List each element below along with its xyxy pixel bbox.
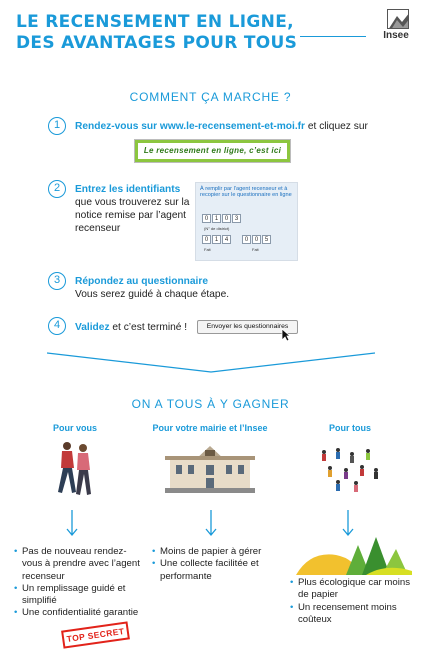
id-digit: 0 xyxy=(242,235,251,244)
walking-people-illustration xyxy=(50,440,100,498)
list-item: • Un recensement moins coûteux xyxy=(290,602,418,627)
id-digit: 0 xyxy=(252,235,261,244)
step-3-text xyxy=(75,275,375,301)
title-line-2: DES AVANTAGES POUR TOUS xyxy=(16,33,298,53)
step-2-text xyxy=(75,183,193,235)
identifiers-form-card xyxy=(195,182,298,261)
step-4-bold: Validez xyxy=(75,322,110,333)
insee-logo xyxy=(381,9,411,41)
title-underline xyxy=(300,36,366,37)
column-title-pour-tous: Pour tous xyxy=(329,423,371,433)
step-1-rest: et cliquez sur xyxy=(305,121,368,132)
green-landscape-illustration xyxy=(296,533,412,575)
id-boxes-b xyxy=(242,235,272,244)
send-questionnaires-button[interactable]: Envoyer les questionnaires xyxy=(197,320,298,334)
step-2-rest: que vous trouverez sur la notice remise par l’agent recenseur xyxy=(75,197,190,234)
code-digit: 0 xyxy=(202,214,211,223)
gain-heading: ON A TOUS À Y GAGNER xyxy=(131,397,290,411)
step-3-rest: Vous serez guidé à chaque étape. xyxy=(75,289,230,300)
form-card-header: À remplir par l’agent recenseur et à recopier sur le questionnaire en ligne xyxy=(200,186,292,199)
town-hall-illustration xyxy=(165,442,255,494)
insee-logo-text: Insee xyxy=(383,30,409,41)
arrow-down-icon xyxy=(205,510,217,536)
pour-vous-list xyxy=(14,546,142,620)
list-item: • Plus écologique car moins de papier xyxy=(290,577,418,602)
step-1-bold: Rendez-vous sur www.le-recensement-et-moi.fr xyxy=(75,121,306,132)
section-divider xyxy=(47,352,375,374)
id-label-b: Fait xyxy=(252,247,259,252)
district-code-boxes xyxy=(202,214,242,223)
list-item: • Une collecte facilitée et performante xyxy=(152,558,282,583)
column-title-mairie: Pour votre mairie et l’Insee xyxy=(152,423,268,433)
mouse-cursor-icon xyxy=(281,328,291,342)
page-title xyxy=(16,12,346,54)
top-secret-stamp: TOP SECRET xyxy=(61,621,130,648)
code-digit: 1 xyxy=(212,214,221,223)
list-item: • Un remplissage guidé et simplifié xyxy=(14,583,142,608)
code-label: (N° de district) xyxy=(204,226,230,231)
step-1-text xyxy=(75,120,405,133)
title-line-1: LE RECENSEMENT EN LIGNE, xyxy=(16,12,294,32)
arrow-down-icon xyxy=(66,510,78,536)
list-item: • Pas de nouveau rendez-vous à prendre avec l’agent recenseur xyxy=(14,546,142,583)
how-heading: COMMENT ÇA MARCHE ? xyxy=(129,90,292,104)
list-item: • Une confidentialité garantie xyxy=(14,607,142,619)
crowd-illustration xyxy=(318,448,384,494)
column-title-pour-vous: Pour vous xyxy=(52,423,97,433)
code-digit: 3 xyxy=(232,214,241,223)
step-2-bold: Entrez les identifiants xyxy=(75,184,181,195)
step-3-bold: Répondez au questionnaire xyxy=(75,276,209,287)
step-4-text xyxy=(75,321,200,334)
insee-logo-icon xyxy=(387,9,409,29)
id-digit: 1 xyxy=(212,235,221,244)
pour-tous-list xyxy=(290,577,418,626)
step-2-number: 2 xyxy=(48,180,66,198)
mairie-list xyxy=(152,546,282,583)
id-digit: 0 xyxy=(202,235,211,244)
step-4-number: 4 xyxy=(48,317,66,335)
list-item: • Moins de papier à gérer xyxy=(152,546,282,558)
recensement-link-button[interactable]: Le recensement en ligne, c’est ici xyxy=(135,140,290,162)
id-label-a: Fait xyxy=(204,247,211,252)
id-digit: 4 xyxy=(222,235,231,244)
step-3-number: 3 xyxy=(48,272,66,290)
step-1-number: 1 xyxy=(48,117,66,135)
step-4-rest: et c’est terminé ! xyxy=(109,322,188,333)
id-digit: 5 xyxy=(262,235,271,244)
id-boxes-a xyxy=(202,235,232,244)
code-digit: 0 xyxy=(222,214,231,223)
